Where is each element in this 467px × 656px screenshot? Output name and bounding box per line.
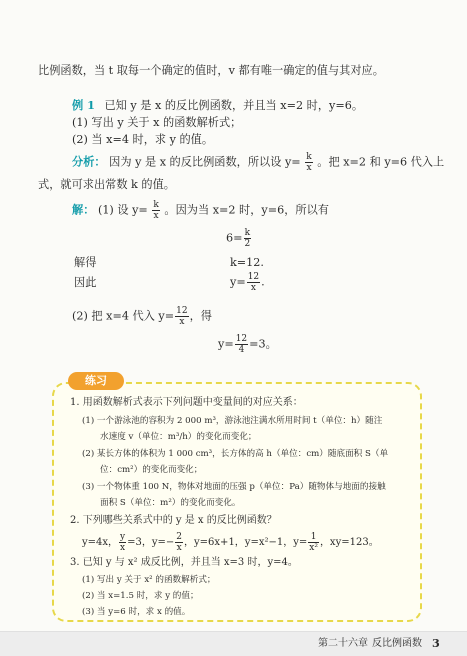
footer-chapter: 第二十六章 — [318, 638, 368, 649]
practice-q2: 2. 下列哪些关系式中的 y 是 x 的反比例函数？ — [70, 515, 277, 526]
solution-line-2: (2) 把 x=4 代入 y= $\frac{12}{x}$ ，得 — [72, 306, 212, 327]
analysis-text-b: 。把 x=2 和 y=6 代入上 — [317, 155, 445, 169]
example-label: 例 1 — [72, 98, 95, 112]
example-1 — [72, 98, 363, 113]
example-q1: (1) 写出 y 关于 x 的函数解析式； — [72, 116, 242, 129]
jiede-label: 解得 — [74, 256, 97, 269]
intro-line: 比例函数，当 t 取每一个确定的值时，v 都有唯一确定的值与其对应。 — [38, 64, 384, 77]
practice-q3-1: (1) 写出 y 关于 x² 的函数解析式； — [82, 575, 216, 585]
solution-line-1 — [72, 200, 329, 221]
practice-q3-3: (3) 当 y=6 时，求 x 的值。 — [82, 607, 191, 617]
analysis-label: 分析： — [72, 154, 106, 169]
practice-q3: 3. 已知 y 与 x² 成反比例，并且当 x=3 时，y=4。 — [70, 557, 298, 568]
equation-y-12-over-4: y= $\frac{12}{4}$ =3。 — [218, 334, 277, 355]
page-footer — [0, 631, 467, 656]
solution-text-a: (1) 设 y= — [97, 203, 148, 217]
practice-q1-2a: (2) 某长方体的体积为 1 000 cm³，长方体的高 h（单位：cm）随底面积 S（单 — [82, 449, 389, 459]
practice-tag: 练习 — [68, 372, 124, 390]
fraction-1-over-x-squared: $\frac{1}{\text{x²}}$ — [309, 532, 318, 553]
fraction-12-over-4: $\frac{12}{4}$ — [235, 334, 248, 355]
example-q2: (2) 当 x=4 时，求 y 的值。 — [72, 133, 214, 146]
fraction-12-over-x: $\frac{12}{x}$ — [176, 306, 188, 327]
fraction-12-over-x: $\frac{12}{x}$ — [247, 272, 260, 293]
practice-q1-2b: 位：cm²）的变化而变化； — [100, 465, 203, 475]
practice-q1-1a: (1) 一个游泳池的容积为 2 000 m³，游泳池注满水所用时间 t（单位：h）随注 — [82, 416, 383, 426]
fraction-2-over-x: $\frac{2}{x}$ — [176, 532, 183, 553]
fraction-k-over-x: $\frac{k}{x}$ — [306, 152, 312, 173]
equation-y-12-over-x: y= $\frac{12}{x}$ . — [230, 272, 265, 293]
yinci-label: 因此 — [74, 276, 97, 289]
equation-k-12: k=12. — [230, 256, 264, 269]
fraction-k-over-x: $\frac{k}{x}$ — [153, 200, 159, 221]
fraction-y-over-x: $\frac{y}{x}$ — [120, 532, 126, 553]
example-statement: 已知 y 是 x 的反比例函数，并且当 x=2 时，y=6。 — [104, 99, 364, 112]
equation-6-equals-k-over-2: 6= $\frac{k}{2}$ — [226, 228, 251, 249]
practice-q1-3a: (3) 一个物体重 100 N，物体对地面的压强 p（单位：Pa）随物体与地面的接触 — [82, 482, 386, 492]
analysis-line-1 — [72, 152, 444, 173]
page-number: 3 — [432, 636, 440, 650]
practice-q3-2: (2) 当 x=1.5 时，求 y 的值； — [82, 591, 199, 601]
practice-q1-1b: 水速度 v（单位：m³/h）的变化而变化； — [100, 432, 257, 442]
solution-label: 解： — [72, 202, 95, 217]
analysis-text-a: 因为 y 是 x 的反比例函数，所以设 y= — [109, 155, 301, 169]
practice-q2-options: y=4x， $\frac{y}{x}$ =3，y=− $\frac{2}{x}$ ，y=6x+1，y=x²−1，y= $\frac{1}{\text{x²}}$ ，xy=123。 — [82, 532, 379, 553]
analysis-line-2: 式，就可求出常数 k 的值。 — [38, 178, 175, 191]
footer-title: 反比例函数 — [372, 638, 422, 649]
solution-text-b: 。因为当 x=2 时，y=6，所以有 — [164, 203, 329, 217]
practice-q1: 1. 用函数解析式表示下列问题中变量间的对应关系： — [70, 397, 303, 408]
fraction-k-over-2: $\frac{k}{2}$ — [244, 228, 251, 249]
practice-q1-3b: 面积 S（单位：m²）的变化而变化。 — [100, 498, 241, 508]
